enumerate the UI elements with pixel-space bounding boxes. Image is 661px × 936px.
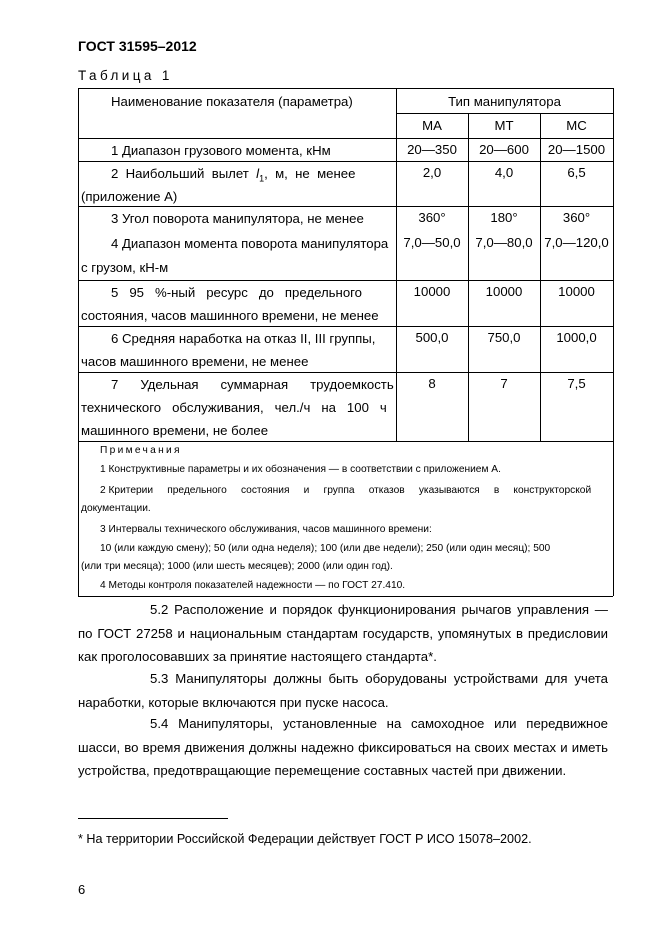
row-7-value-mc: 7,5 [567, 376, 586, 391]
table-top-border [78, 88, 613, 89]
note-2-line2: документации. [81, 503, 151, 514]
row-2-param-line1 [111, 165, 393, 188]
row-line-7 [78, 441, 613, 442]
type-header: Тип манипулятора [448, 94, 561, 109]
row-7-value-mt: 7 [500, 376, 508, 391]
row-6-value-mt: 750,0 [487, 330, 521, 345]
table-divider-col1 [468, 113, 469, 441]
row-2-param-text-a: 2 Наибольший вылет [111, 166, 257, 181]
row-1-value-mc: 20—1500 [547, 142, 606, 157]
column-header-mc: МС [566, 118, 587, 133]
row-4-value-mc: 7,0—120,0 [544, 235, 609, 250]
note-2-line1: 2 Критерии предельного состояния и группа отказов указываются в конструкторской [100, 485, 592, 496]
row-7-param-line1: 7 Удельная суммарная трудоемкость [111, 377, 394, 392]
note-1: 1 Конструктивные параметры и их обозначения — в соответствии с приложением А. [100, 464, 501, 475]
table-left-border [78, 88, 79, 596]
row-2-value-mc: 6,5 [567, 165, 586, 180]
row-6-value-ma: 500,0 [415, 330, 449, 345]
paragraph-5-4: 5.4 Манипуляторы, установленные на самоходное или передвижное шасси, во время движения должны надежно фиксироваться на своих местах и иметь устройства, предотвращающие перемещение составных частей при движении. [78, 716, 608, 778]
row-2-value-ma: 2,0 [422, 165, 442, 180]
row-line-1 [78, 161, 613, 162]
row-2-value-mt: 4,0 [494, 165, 514, 180]
table-divider-col2 [540, 113, 541, 441]
note-4: 4 Методы контроля показателей надежности — по ГОСТ 27.410. [100, 580, 406, 591]
row-2-param-line2: (приложение А) [81, 189, 178, 204]
row-4-param-line1: 4 Диапазон момента поворота манипулятора [111, 236, 389, 251]
row-3-value-mt: 180° [490, 210, 518, 225]
row-6-param-line1: 6 Средняя наработка на отказ II, III группы, [111, 331, 376, 346]
table-bottom-border [78, 596, 613, 597]
row-1-value-ma: 20—350 [407, 142, 457, 157]
param-header: Наименование показателя (параметра) [111, 94, 353, 109]
row-4-value-ma: 7,0—50,0 [403, 235, 461, 250]
column-header-ma: МА [422, 118, 442, 133]
row-3-value-mc: 360° [562, 210, 591, 225]
row-2-param-text-b: , м, не менее [264, 166, 356, 181]
table-right-border [613, 88, 614, 596]
row-line-5 [78, 326, 613, 327]
note-3-line2: 10 (или каждую смену); 50 (или одна неделя); 100 (или две недели); 250 (или один месяц); 500 [100, 543, 551, 554]
row-1-value-mt: 20—600 [479, 142, 529, 157]
page-number: 6 [78, 882, 86, 897]
paragraph-5-3: 5.3 Манипуляторы должны быть оборудованы устройствами для учета наработки, которые включаются при пуске насоса. [78, 671, 608, 710]
table-caption: Таблица 1 [78, 68, 173, 83]
row-6-value-mc: 1000,0 [556, 330, 597, 345]
table-subheader-line [396, 113, 613, 114]
row-2-param-sub: 1 [259, 173, 265, 184]
row-3-value-ma: 360° [418, 210, 446, 225]
row-2-param-var: l [256, 166, 260, 181]
row-line-4 [78, 280, 613, 281]
table-header-bottom [78, 138, 613, 139]
row-line-6 [78, 372, 613, 373]
row-5-param-line2: состояния, часов машинного времени, не менее [81, 308, 379, 323]
row-4-value-mt: 7,0—80,0 [475, 235, 533, 250]
paragraph-5-2: 5.2 Расположение и порядок функционирования рычагов управления — по ГОСТ 27258 и национальным стандартам государств, упомянутых в предисловии как проголосовавших за принятие настоящего стандарта*. [78, 602, 608, 664]
row-6-param-line2: часов машинного времени, не менее [81, 354, 309, 369]
column-header-mt: МТ [494, 118, 514, 133]
document-header: ГОСТ 31595–2012 [78, 38, 197, 54]
note-3-line1: 3 Интервалы технического обслуживания, часов машинного времени: [100, 524, 432, 535]
row-7-param-line2: технического обслуживания, чел./ч на 100 ч [81, 400, 387, 415]
row-3-param: 3 Угол поворота манипулятора, не менее [111, 211, 364, 226]
row-1-param: 1 Диапазон грузового момента, кНм [111, 143, 331, 158]
row-line-2 [78, 206, 613, 207]
notes-title: Примечания [100, 445, 182, 456]
row-5-value-ma: 10000 [413, 284, 451, 299]
row-5-param-line1: 5 95 %-ный ресурс до предельного [111, 285, 363, 300]
row-7-value-ma: 8 [428, 376, 436, 391]
row-5-value-mt: 10000 [485, 284, 523, 299]
footnote-separator [78, 818, 228, 819]
footnote: * На территории Российской Федерации действует ГОСТ Р ИСО 15078–2002. [78, 832, 532, 846]
row-4-param-line2: с грузом, кН-м [81, 260, 169, 275]
row-7-param-line3: машинного времени, не более [81, 423, 269, 438]
note-3-line3: (или три месяца); 1000 (или шесть месяцев); 2000 (или один год). [81, 561, 393, 572]
row-5-value-mc: 10000 [558, 284, 595, 299]
